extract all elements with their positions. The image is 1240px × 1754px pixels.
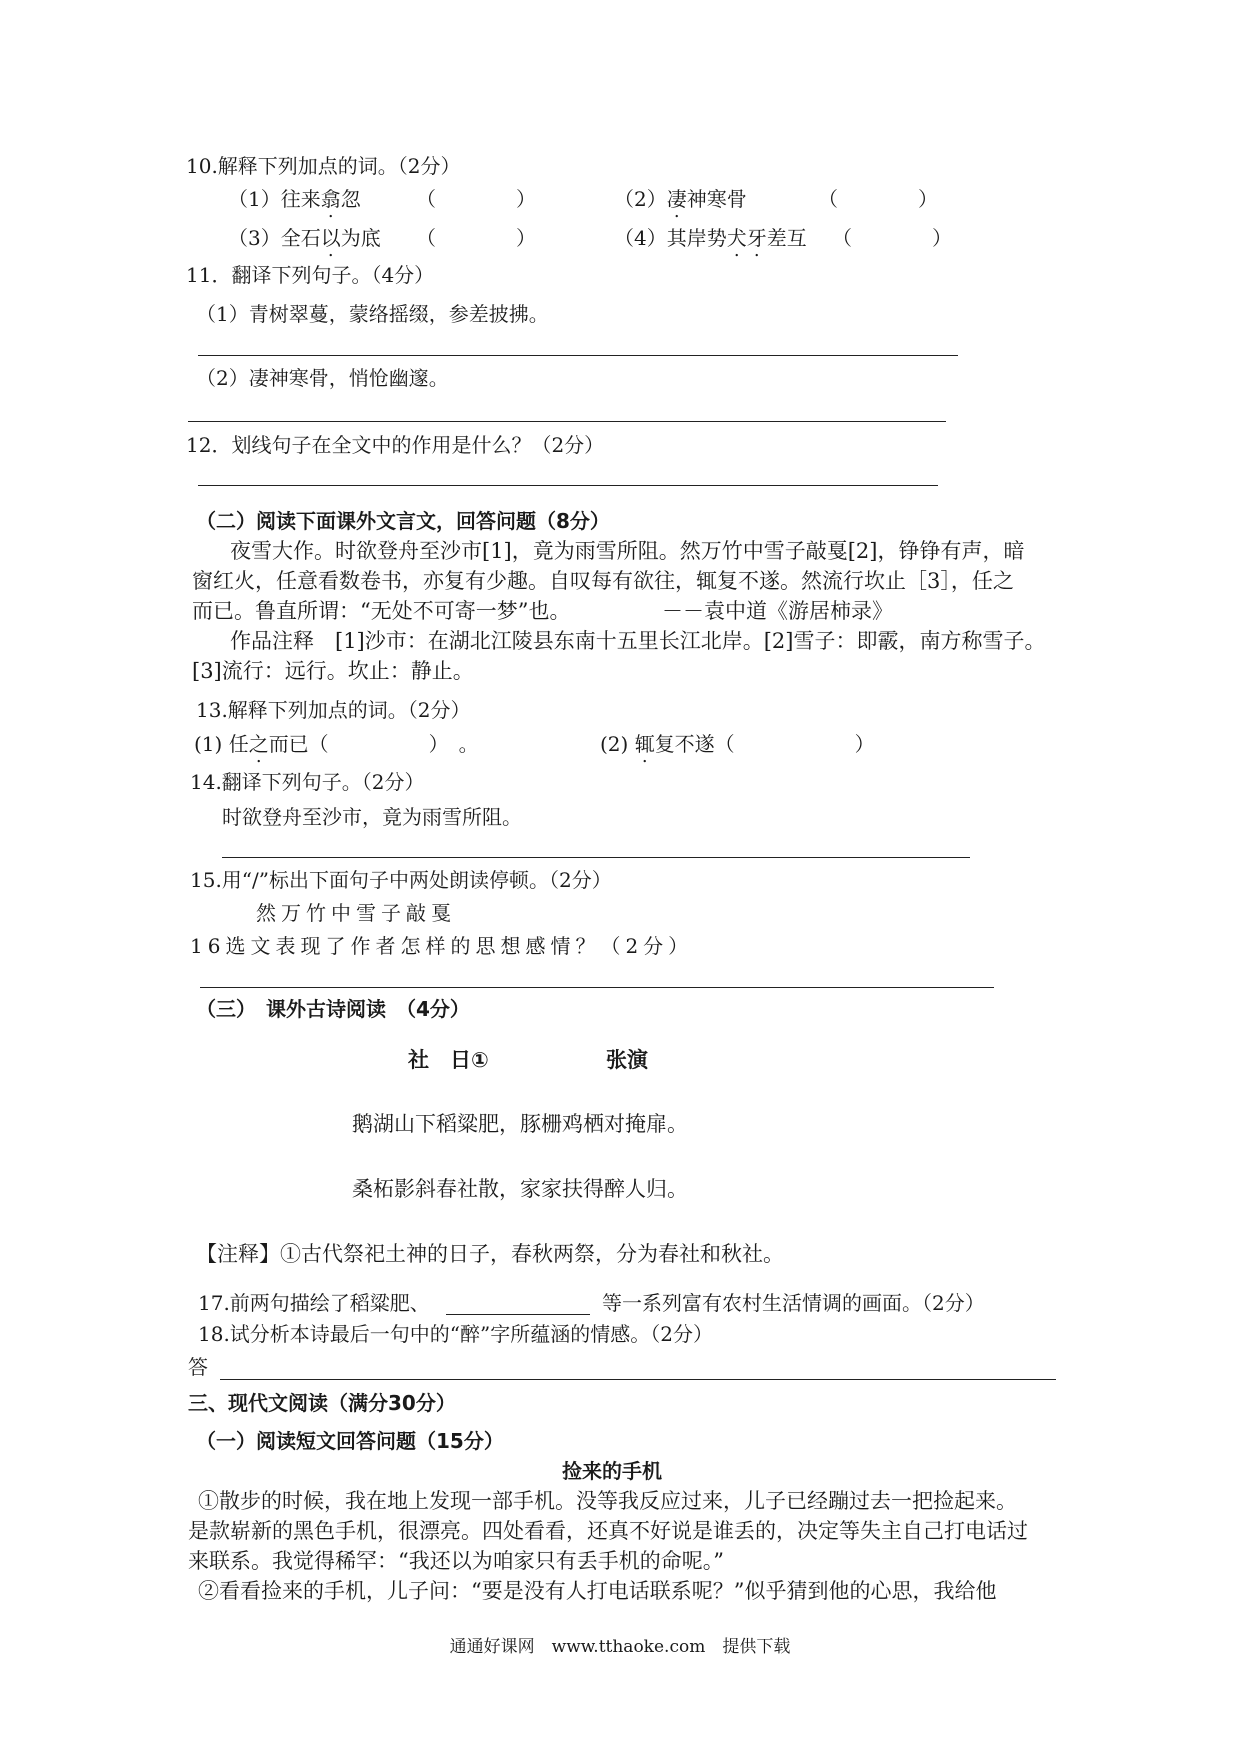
q10-blank-4[interactable]: （ ） bbox=[832, 226, 952, 250]
q15-sentence: 然万竹中雪子敲戛 bbox=[256, 901, 456, 925]
q12-stem: 12．划线句子在全文中的作用是什么？（2分） bbox=[186, 433, 605, 457]
answer-line[interactable] bbox=[200, 987, 994, 988]
poem-author: 张演 bbox=[606, 1048, 648, 1072]
answer-line[interactable] bbox=[222, 857, 970, 858]
answer-line[interactable] bbox=[198, 485, 938, 486]
q13-item-1: (1) 任之而已（ ） 。 bbox=[194, 732, 479, 756]
part-3-heading: 三、现代文阅读（满分30分） bbox=[188, 1391, 456, 1415]
q13-item-2: (2) 辄复不遂（ ） bbox=[600, 732, 875, 756]
passage-note: [3]流行：远行。坎止：静止。 bbox=[192, 659, 474, 683]
q10-stem: 10.解释下列加点的词。（2分） bbox=[186, 154, 461, 178]
poem-note: 【注释】①古代祭祀土神的日子，春秋两祭，分为春社和秋社。 bbox=[196, 1242, 784, 1266]
part-3-subheading: （一）阅读短文回答问题（15分） bbox=[196, 1429, 504, 1453]
q14-stem: 14.翻译下列句子。（2分） bbox=[190, 770, 425, 794]
fill-blank[interactable] bbox=[446, 1314, 590, 1315]
q10-item-1: （1）往来翕忽 bbox=[228, 187, 361, 211]
page-footer: 通通好课网 www.tthaoke.com 提供下载 bbox=[449, 1637, 791, 1657]
answer-line[interactable] bbox=[198, 355, 958, 356]
q17-stem-b: 等一系列富有农村生活情调的画面。（2分） bbox=[602, 1291, 985, 1315]
q17-stem-a: 17.前两句描绘了稻粱肥、 bbox=[198, 1291, 430, 1315]
poem-line: 鹅湖山下稻粱肥，豚栅鸡栖对掩扉。 bbox=[352, 1112, 688, 1136]
q10-item-2: （2）凄神寒骨 bbox=[614, 187, 747, 211]
poem-line: 桑柘影斜春社散，家家扶得醉人归。 bbox=[352, 1177, 688, 1201]
q11-sentence-2: （2）凄神寒骨，悄怆幽邃。 bbox=[196, 366, 449, 390]
q16-stem: 16选文表现了作者怎样的思想感情？（2分） bbox=[190, 934, 694, 958]
q11-stem: 11．翻译下列句子。（4分） bbox=[186, 263, 435, 287]
article-line: 是款崭新的黑色手机，很漂亮。四处看看，还真不好说是谁丢的，决定等失主自己打电话过 bbox=[188, 1519, 1028, 1543]
section-3-heading: （三） 课外古诗阅读 （4分） bbox=[196, 997, 470, 1021]
passage-line: 而已。鲁直所谓：“无处不可寄一梦”也。 bbox=[192, 599, 571, 623]
q11-sentence-1: （1）青树翠蔓，蒙络摇缀，参差披拂。 bbox=[196, 302, 549, 326]
q10-blank-3[interactable]: （ ） bbox=[416, 226, 536, 250]
q15-stem: 15.用“/”标出下面句子中两处朗读停顿。（2分） bbox=[190, 868, 612, 892]
answer-line[interactable] bbox=[188, 421, 946, 422]
q10-blank-2[interactable]: （ ） bbox=[818, 187, 938, 211]
q18-answer-label: 答 bbox=[188, 1355, 208, 1379]
q10-item-4: （4）其岸势犬牙差互 bbox=[614, 226, 807, 250]
passage-note: 作品注释 [1]沙市：在湖北江陵县东南十五里长江北岸。[2]雪子：即霰，南方称雪子。 bbox=[230, 629, 1046, 653]
article-title: 捡来的手机 bbox=[562, 1459, 662, 1483]
article-line: 来联系。我觉得稀罕：“我还以为咱家只有丢手机的命呢。” bbox=[188, 1549, 724, 1573]
q10-item-3: （3）全石以为底 bbox=[228, 226, 381, 250]
passage-source: －－袁中道《游居柿录》 bbox=[662, 599, 893, 623]
q14-sentence: 时欲登舟至沙市，竟为雨雪所阻。 bbox=[222, 805, 522, 829]
q13-stem: 13.解释下列加点的词。（2分） bbox=[196, 698, 471, 722]
passage-line: 夜雪大作。时欲登舟至沙市[1]，竟为雨雪所阻。然万竹中雪子敲戛[2]，铮铮有声，暗 bbox=[230, 539, 1025, 563]
passage-line: 窗红火，任意看数卷书，亦复有少趣。自叹每有欲往，辄复不遂。然流行坎止［3］，任之 bbox=[192, 569, 1014, 593]
article-line: ①散步的时候，我在地上发现一部手机。没等我反应过来，儿子已经蹦过去一把捡起来。 bbox=[198, 1489, 1017, 1513]
poem-title: 社 日① bbox=[408, 1048, 489, 1072]
q18-stem: 18.试分析本诗最后一句中的“醉”字所蕴涵的情感。（2分） bbox=[198, 1322, 713, 1346]
q10-blank-1[interactable]: （ ） bbox=[416, 187, 536, 211]
section-2-heading: （二）阅读下面课外文言文，回答问题（8分） bbox=[196, 509, 610, 533]
article-line: ②看看捡来的手机，儿子问：“要是没有人打电话联系呢？”似乎猜到他的心思，我给他 bbox=[198, 1579, 997, 1603]
answer-line[interactable] bbox=[220, 1379, 1056, 1380]
